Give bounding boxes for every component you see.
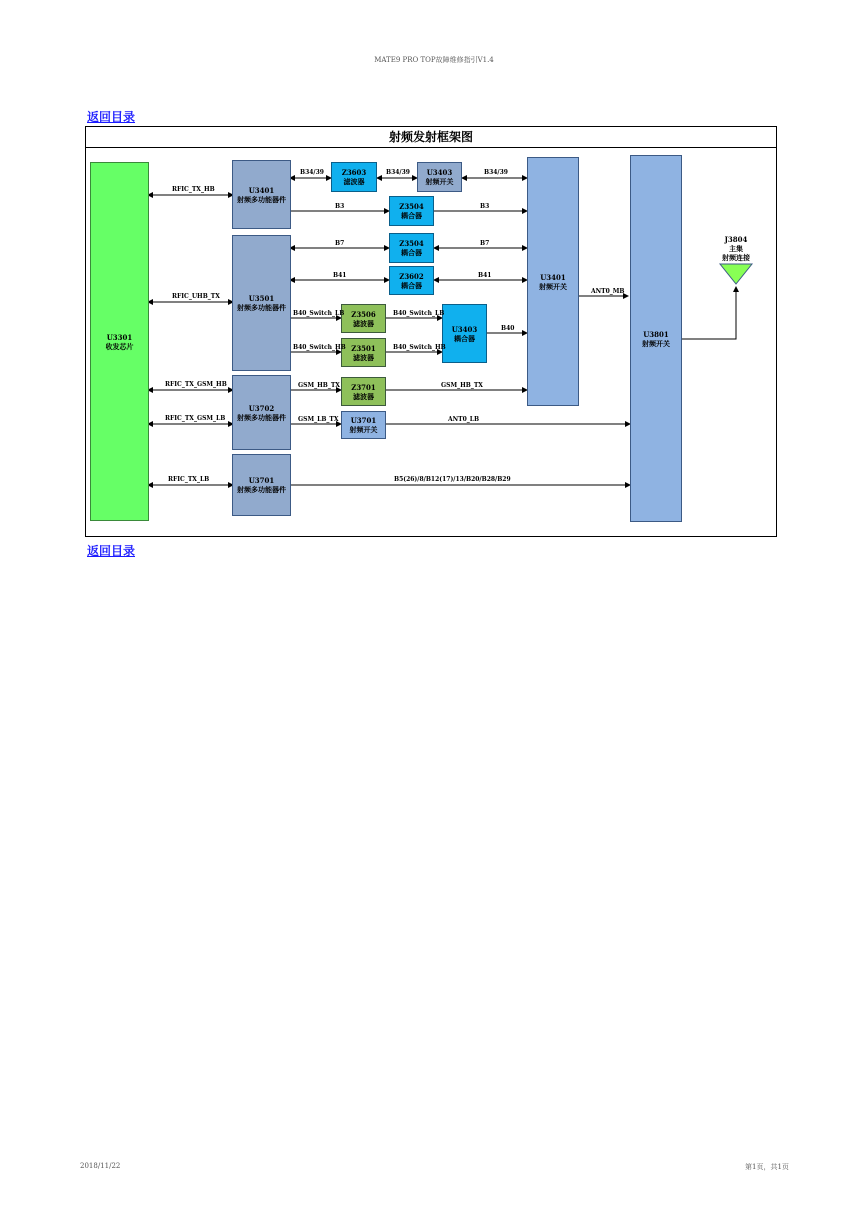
block-u3403-switch: U3403 射频开关 [417, 162, 462, 192]
label-b3439-2: B34/39 [386, 169, 410, 176]
label-gsm-hb-tx-2: GSM_HB_TX [441, 382, 483, 389]
block-u3701-switch: U3701 射频开关 [341, 411, 386, 439]
label-b40: B40 [501, 325, 515, 332]
label-ant0-lb: ANT0_LB [448, 416, 480, 423]
label-b7-2: B7 [480, 240, 490, 247]
label-b40-switch-hb-2: B40_Switch_HB [393, 344, 446, 351]
label-rfic-tx-hb: RFIC_TX_HB [172, 186, 215, 193]
block-z3501: Z3501 滤波器 [341, 338, 386, 367]
back-to-contents-link[interactable]: 返回目录 [87, 110, 136, 124]
block-u3501: U3501 射频多功能器件 [232, 235, 291, 371]
block-z3504-b7: Z3504 耦合器 [389, 233, 434, 263]
label-b3439-1: B34/39 [300, 169, 324, 176]
label-rfic-uhb-tx: RFIC_UHB_TX [172, 293, 220, 300]
label-rfic-tx-gsm-hb: RFIC_TX_GSM_HB [165, 381, 227, 388]
antenna-label-j3804: J3804 主集 射频连接 [722, 234, 750, 262]
block-u3801: U3801 射频开关 [630, 155, 682, 522]
label-b41-2: B41 [478, 272, 492, 279]
block-z3602: Z3602 耦合器 [389, 266, 434, 295]
label-b40-switch-lb-1: B40_Switch_LB [293, 310, 345, 317]
label-b3-1: B3 [335, 203, 345, 210]
label-ant0-mb: ANT0_MB [591, 288, 625, 295]
page-header: MATE9 PRO TOP故障维修指引V1.4 [374, 56, 494, 64]
label-b7-1: B7 [335, 240, 345, 247]
label-b3-2: B3 [480, 203, 490, 210]
label-b40-switch-lb-2: B40_Switch_LB [393, 310, 445, 317]
block-z3504-b3: Z3504 耦合器 [389, 196, 434, 226]
diagram-frame [85, 126, 777, 537]
block-z3603: Z3603 滤波器 [331, 162, 377, 192]
label-b3439-3: B34/39 [484, 169, 508, 176]
label-gsm-hb-tx-1: GSM_HB_TX [298, 382, 340, 389]
block-z3701: Z3701 滤波器 [341, 377, 386, 406]
block-u3401-switch: U3401 射频开关 [527, 157, 579, 406]
footer-date: 2018/11/22 [80, 1162, 121, 1170]
footer-page: 第1页，共1页 [745, 1163, 789, 1171]
label-rfic-tx-gsm-lb: RFIC_TX_GSM_LB [165, 415, 226, 422]
block-u3701-module: U3701 射频多功能器件 [232, 454, 291, 516]
wire-antenna [682, 289, 736, 339]
label-gsm-lb-tx: GSM_LB_TX [298, 416, 339, 423]
back-to-contents-link-bottom[interactable]: 返回目录 [87, 544, 136, 558]
block-u3301: U3301 收发芯片 [90, 162, 149, 521]
label-lb-bands: B5(26)/8/B12(17)/13/B20/B28/B29 [394, 476, 511, 483]
label-b41-1: B41 [333, 272, 347, 279]
block-z3506: Z3506 滤波器 [341, 304, 386, 333]
block-u3403-coupler: U3403 耦合器 [442, 304, 487, 363]
antenna-icon [720, 264, 752, 284]
label-rfic-tx-lb: RFIC_TX_LB [168, 476, 210, 483]
block-u3401-module: U3401 射频多功能器件 [232, 160, 291, 229]
label-b40-switch-hb-1: B40_Switch_HB [293, 344, 346, 351]
block-u3702: U3702 射频多功能器件 [232, 375, 291, 450]
diagram-title: 射频发射框架图 [86, 127, 776, 148]
